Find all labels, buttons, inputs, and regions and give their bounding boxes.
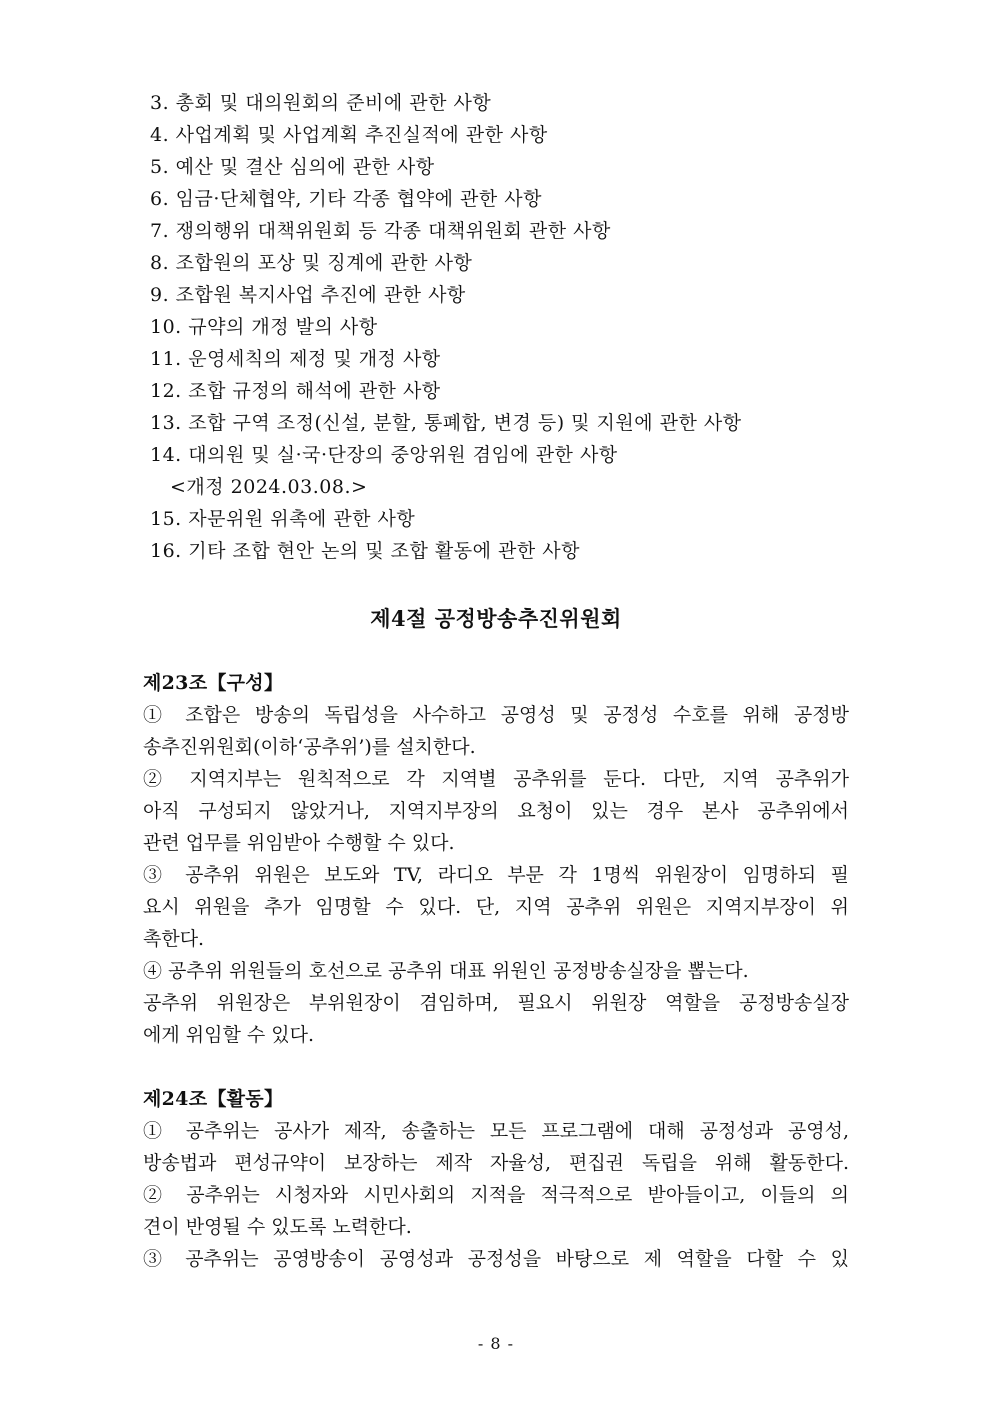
article-23-line: 공추위 위원장은 부위원장이 겸임하며, 필요시 위원장 역할을 공정방송실장 bbox=[143, 992, 849, 1014]
list-item: 12. 조합 규정의 해석에 관한 사항 bbox=[150, 380, 441, 402]
page-number: - 8 - bbox=[477, 1334, 515, 1353]
amendment-note: <개정 2024.03.08.> bbox=[170, 476, 368, 498]
article-23-heading: 제23조【구성】 bbox=[143, 672, 284, 694]
list-item: 15. 자문위원 위촉에 관한 사항 bbox=[150, 508, 416, 530]
list-item: 5. 예산 및 결산 심의에 관한 사항 bbox=[150, 156, 435, 178]
article-23-line: 아직 구성되지 않았거나, 지역지부장의 요청이 있는 경우 본사 공추위에서 bbox=[143, 800, 849, 822]
article-23-line: 촉한다. bbox=[143, 928, 205, 950]
list-item: 13. 조합 구역 조정(신설, 분할, 통폐합, 변경 등) 및 지원에 관한 사항 bbox=[150, 412, 742, 434]
article-23-line: ④ 공추위 위원들의 호선으로 공추위 대표 위원인 공정방송실장을 뽑는다. bbox=[143, 960, 749, 982]
list-item: 9. 조합원 복지사업 추진에 관한 사항 bbox=[150, 284, 466, 306]
list-item: 11. 운영세칙의 제정 및 개정 사항 bbox=[150, 348, 441, 370]
list-item: 3. 총회 및 대의원회의 준비에 관한 사항 bbox=[150, 92, 492, 114]
section-title: 제4절 공정방송추진위원회 bbox=[370, 606, 622, 631]
list-item: 14. 대의원 및 실·국·단장의 중앙위원 겸임에 관한 사항 bbox=[150, 444, 618, 466]
article-23-line: 에게 위임할 수 있다. bbox=[143, 1024, 314, 1046]
list-item: 8. 조합원의 포상 및 징계에 관한 사항 bbox=[150, 252, 473, 274]
article-24-line: 방송법과 편성규약이 보장하는 제작 자율성, 편집권 독립을 위해 활동한다. bbox=[143, 1152, 849, 1174]
list-item: 10. 규약의 개정 발의 사항 bbox=[150, 316, 378, 338]
article-24-heading: 제24조【활동】 bbox=[143, 1088, 284, 1110]
article-23-line: 요시 위원을 추가 임명할 수 있다. 단, 지역 공추위 위원은 지역지부장이 위 bbox=[143, 896, 849, 918]
article-23-line: 송추진위원회(이하‘공추위’)를 설치한다. bbox=[143, 736, 476, 758]
article-24-line: ① 공추위는 공사가 제작, 송출하는 모든 프로그램에 대해 공정성과 공영성, bbox=[143, 1120, 849, 1142]
article-23-line: 관련 업무를 위임받아 수행할 수 있다. bbox=[143, 832, 455, 854]
list-item: 7. 쟁의행위 대책위원회 등 각종 대책위원회 관한 사항 bbox=[150, 220, 611, 242]
article-23-line: ② 지역지부는 원칙적으로 각 지역별 공추위를 둔다. 다만, 지역 공추위가 bbox=[143, 768, 849, 790]
list-item: 16. 기타 조합 현안 논의 및 조합 활동에 관한 사항 bbox=[150, 540, 580, 562]
article-23-line: ③ 공추위 위원은 보도와 TV, 라디오 부문 각 1명씩 위원장이 임명하되 필 bbox=[143, 864, 849, 886]
list-item: 6. 임금·단체협약, 기타 각종 협약에 관한 사항 bbox=[150, 188, 542, 210]
article-24-line: ③ 공추위는 공영방송이 공영성과 공정성을 바탕으로 제 역할을 다할 수 있 bbox=[143, 1248, 849, 1270]
list-item: 4. 사업계획 및 사업계획 추진실적에 관한 사항 bbox=[150, 124, 548, 146]
article-24-line: ② 공추위는 시청자와 시민사회의 지적을 적극적으로 받아들이고, 이들의 의 bbox=[143, 1184, 849, 1206]
article-23-line: ① 조합은 방송의 독립성을 사수하고 공영성 및 공정성 수호를 위해 공정방 bbox=[143, 704, 849, 726]
article-24-line: 견이 반영될 수 있도록 노력한다. bbox=[143, 1216, 412, 1238]
